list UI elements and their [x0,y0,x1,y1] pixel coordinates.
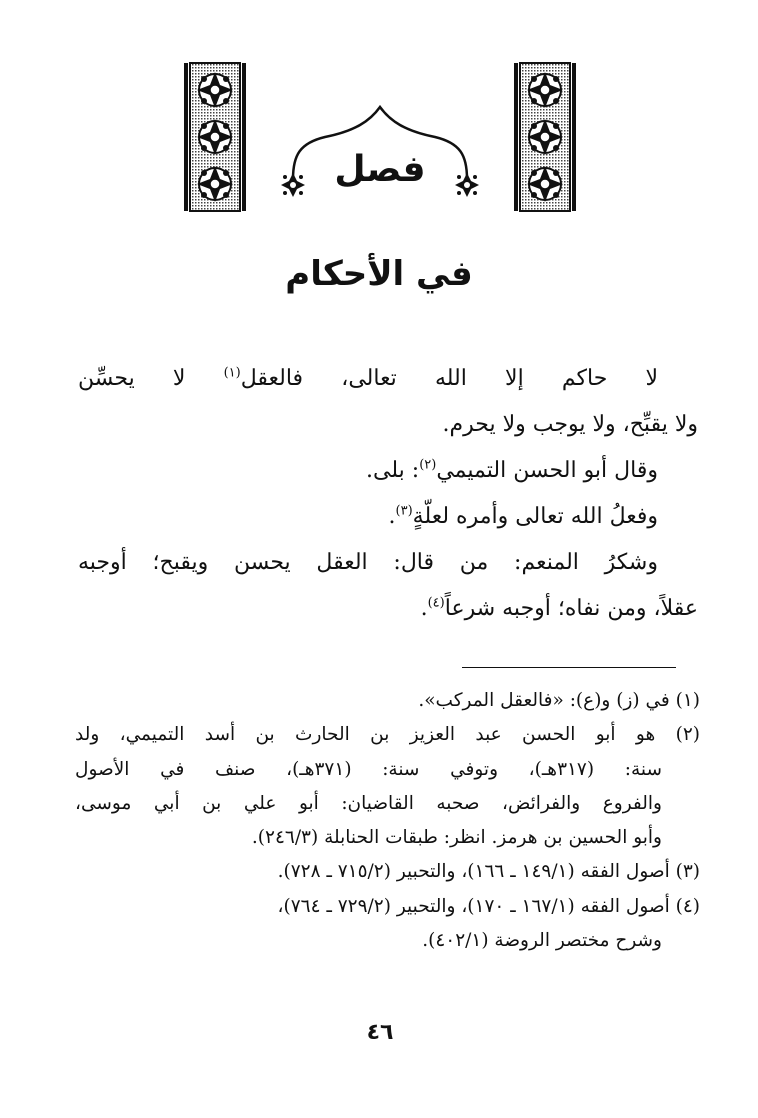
body-line-2 [78,402,698,448]
footnote-line: سنة: (٣١٧هـ)، وتوفي سنة: (٣٧١هـ)، صنف في الأصول [75,758,663,780]
footnote-line: وشرح مختصر الروضة (٤٠٢/١). [422,930,662,952]
footnotes [75,684,700,958]
footnote-line: وأبو الحسين بن هرمز. انظر: طبقات الحنابلة (٢٤٦/٣). [251,827,662,849]
body-line-tail: . [388,504,396,529]
body-line-tail: : بلى. [366,458,420,483]
page-number: ٤٦ [366,1020,394,1045]
footnote-line: (٢) هو أبو الحسن عبد العزيز بن الحارث بن أسد التميمي، ولد [75,724,700,746]
body-line-6 [78,586,698,632]
footnote-line: (١) في (ز) و(ع): «فالعقل المركب». [418,690,700,711]
footnote-marker: (٤) [427,595,445,611]
body-line-tail: . [420,596,428,621]
right-pillar [514,63,576,211]
body-line-text: وقال أبو الحسن التميمي [436,458,658,483]
footnote-marker: (٢) [419,457,437,473]
footnote-line: (٤) أصول الفقه (١٦٧/١ ـ ١٧٠)، والتحبير (٧٢٩/٢ ـ ٧٦٤)، [277,895,700,917]
chapter-ornament [150,55,610,225]
body-line-1 [78,356,698,402]
body-line-text: وفعلُ الله تعالى وأمره لعلّةٍ [412,504,658,529]
footnote-line: والفروع والفرائض، صحبه القاضيان: أبو علي بن أبي موسى، [75,792,662,814]
body-text [78,356,698,632]
body-line-text: عقلاً، ومن نفاه؛ أوجبه شرعاً [444,596,698,621]
body-line-text: وشكرُ المنعم: من قال: العقل يحسن ويقبح؛ أوجبه [78,550,658,575]
body-line-4 [78,494,698,540]
body-line-text: ولا يقبِّح، ولا يوجب ولا يحرم. [442,412,698,437]
footnote-line: (٣) أصول الفقه (١٤٩/١ ـ ١٦٦)، والتحبير (٧١٥/٢ ـ ٧٢٨). [277,861,700,883]
body-line-5 [78,540,698,586]
section-title: في الأحكام [285,254,473,294]
body-line-text: لا حاكم إلا الله تعالى، فالعقل [240,366,659,391]
body-line-3 [78,448,698,494]
footnote-separator [462,667,676,668]
left-pillar [184,63,246,211]
ornament-frame-graphic [150,55,610,225]
footnote-marker: (٣) [395,503,413,519]
chapter-label: فصل [334,149,426,190]
body-line-tail: لا يحسِّن [78,366,224,391]
footnote-marker: (١) [223,365,241,381]
